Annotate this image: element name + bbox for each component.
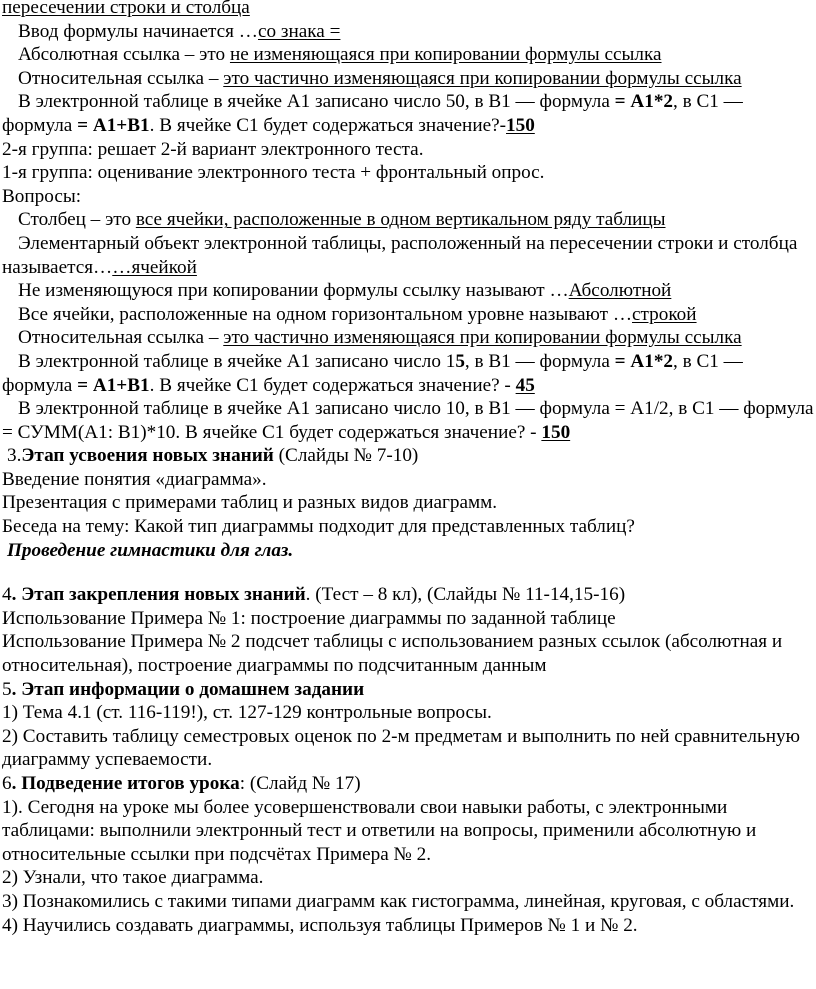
formula-bold: = А1*2 [614, 91, 674, 113]
eye-gymnastics-text: Проведение гимнастики для глаз. [7, 539, 294, 561]
question-text: Столбец – это [18, 209, 136, 231]
line-summary-2: 2) Узнали, что такое диаграмма. [2, 867, 264, 889]
line-presentation: Презентация с примерами таблиц и разных видов диаграмм. [2, 492, 498, 514]
line-relative-question [2, 326, 814, 350]
question-text: , в С1 — формула [2, 350, 743, 396]
formula-bold: = А1+В1 [77, 114, 150, 136]
answer-underlined: со знака = [258, 20, 341, 42]
stage-3-heading [2, 444, 814, 468]
question-text: Все ячейки, расположенные на одном горизонтальном уровне называют … [18, 303, 633, 325]
question-text: Не изменяющуюся при копировании формулы ссылку называют … [18, 280, 569, 302]
answer-bold-underlined: 150 [541, 421, 571, 443]
line-task-50 [2, 90, 814, 137]
stage-number: 5 [2, 678, 12, 700]
line-group-2: 2-я группа: решает 2-й вариант электронного теста. [2, 138, 424, 160]
line-example-1: Использование Примера № 1: построение диаграммы по заданной таблице [2, 607, 616, 629]
document-page [2, 0, 814, 937]
stage-number: 4 [2, 584, 12, 606]
question-text: В электронной таблице в ячейке А1 записано число 10, в В1 — формула = А1/2, в С1 — формула = СУММ(А1: В1)*10. В ячейке С1 будет содержаться значение? - [2, 398, 814, 443]
question-text: Ввод формулы начинается … [18, 20, 258, 42]
question-text: , в С1 — формула [2, 91, 743, 136]
answer-underlined: пересечении строки и столбца [2, 0, 250, 18]
formula-bold: = А1+В1 [77, 374, 150, 396]
question-text: . В ячейке С1 будет содержаться значение?- [149, 114, 507, 136]
answer-underlined: это частично изменяющаяся при копировании формулы ссылка [223, 67, 742, 89]
answer-bold-underlined: 45 [515, 374, 535, 396]
stage-title: Этап усвоения новых знаний [21, 445, 274, 467]
line-task-10 [2, 397, 814, 444]
formula-bold: = А1*2 [614, 350, 674, 372]
line-summary-3: 3) Познакомились с такими типами диаграмм как гистограмма, линейная, круговая, с областями. [2, 890, 795, 912]
stage-4-heading [2, 583, 814, 607]
line-discussion: Беседа на тему: Какой тип диаграммы подходит для представленных таблиц? [2, 516, 635, 538]
line-column-def [2, 208, 814, 232]
stage-title: . Этап закрепления новых знаний [11, 584, 306, 606]
stage-title: . Этап информации о домашнем задании [11, 678, 365, 700]
line-row-question [2, 303, 814, 327]
line-homework-1: 1) Тема 4.1 (ст. 116-119!), ст. 127-129 контрольные вопросы. [2, 702, 492, 724]
line-diagram-intro: Введение понятия «диаграмма». [2, 468, 267, 490]
answer-underlined: строкой [632, 303, 697, 325]
line-summary-4: 4) Научились создавать диаграммы, используя таблицы Примеров № 1 и № 2. [2, 914, 638, 936]
line-absolute-ref [2, 43, 814, 67]
answer-underlined: все ячейки, расположенные в одном вертикальном ряду таблицы [135, 209, 666, 231]
stage-slides: : (Слайд № 17) [239, 773, 361, 794]
blank-line [2, 562, 814, 583]
line-homework-2: 2) Составить таблицу семестровых оценок по 2-м предметам и выполнить по ней сравнительную диаграмму успеваемости. [2, 725, 800, 771]
stage-title: . Подведение итогов урока [11, 773, 240, 794]
stage-5-heading [2, 678, 814, 702]
number-bold: 5 [455, 350, 465, 372]
question-text: . В ячейке С1 будет содержаться значение? - [149, 374, 516, 396]
question-text: Абсолютная ссылка – это [18, 44, 230, 66]
question-text: , в В1 — формула [464, 350, 615, 372]
line-summary-1: 1). Сегодня на уроке мы более усовершенствовали свои навыки работы, с электронными таблицами: выполнили электронный тест и ответили на вопросы, применили абсолютную и относительные ссылки при подсчётах Примера № 2. [2, 796, 757, 865]
answer-bold-underlined: 150 [506, 114, 535, 136]
line-eye-gymnastics [2, 539, 814, 563]
answer-underlined: Абсолютной [568, 280, 672, 302]
answer-underlined: не изменяющаяся при копировании формулы ссылка [229, 44, 662, 66]
answer-underlined: …ячейкой [112, 256, 197, 278]
question-text: В электронной таблице в ячейке А1 записано число 50, в В1 — формула [18, 91, 615, 113]
line-task-15 [2, 350, 814, 397]
stage-6-heading [2, 772, 814, 796]
answer-underlined: это частично изменяющаяся при копировании формулы ссылка [223, 327, 742, 349]
line-example-2: Использование Примера № 2 подсчет таблицы с использованием разных ссылок (абсолютная и относительная), построение диаграммы по подсчитанным данным [2, 631, 783, 677]
stage-number: 3. [7, 445, 22, 467]
question-text: Относительная ссылка – [18, 327, 224, 349]
stage-slides: (Слайды № 7-10) [273, 445, 419, 467]
question-text: В электронной таблице в ячейке А1 записано число 1 [18, 350, 456, 372]
stage-number: 6 [2, 773, 12, 794]
line-intersection-fragment [2, 0, 814, 20]
stage-slides: . (Тест – 8 кл), (Слайды № 11-14,15-16) [305, 584, 626, 606]
line-relative-ref [2, 67, 814, 91]
line-group-1: 1-я группа: оценивание электронного теста + фронтальный опрос. [2, 162, 545, 184]
line-cell-def [2, 232, 814, 279]
question-text: Элементарный объект электронной таблицы, расположенный на пересечении строки и столбца называется… [2, 232, 798, 278]
question-text: Относительная ссылка – [18, 67, 224, 89]
line-absolute-question [2, 279, 814, 303]
line-formula-start [2, 20, 814, 44]
line-questions-heading: Вопросы: [2, 185, 82, 207]
